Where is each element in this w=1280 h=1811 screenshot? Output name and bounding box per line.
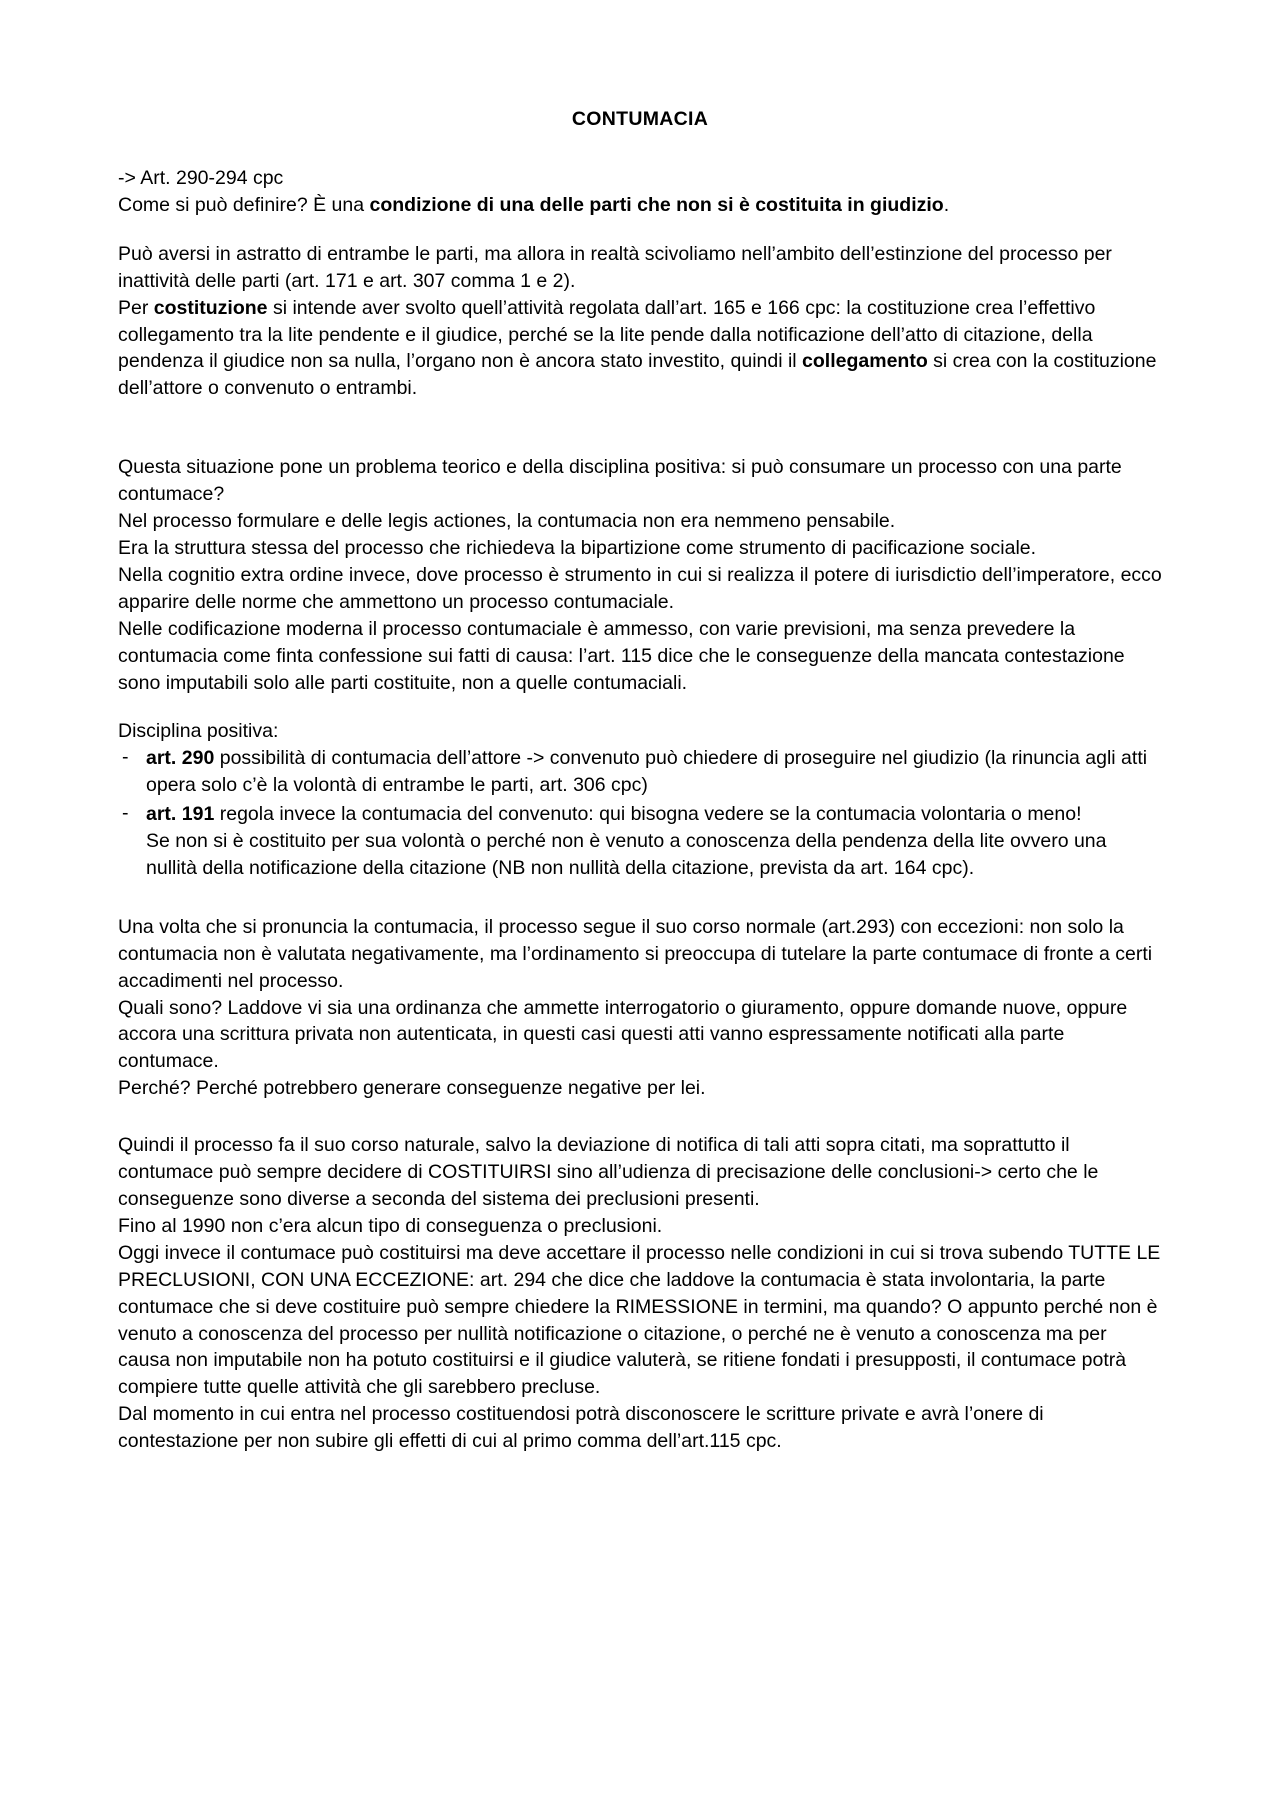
paragraph-corso-normale (118, 914, 1162, 1102)
legis-actiones-text: Nel processo formulare e delle legis actiones, la contumacia non era nemmeno pensabile. (118, 510, 896, 533)
spacer (118, 696, 1162, 718)
quali-sono-text: Quali sono? Laddove vi sia una ordinanza che ammette interrogatorio o giuramento, oppure domande nuove, oppure accora una scrittura privata non autenticata, in questi casi questi atti vanno espressamente notificati alla parte contumace. (118, 996, 1128, 1073)
fino-1990-text: Fino al 1990 non c’era alcun tipo di conseguenza o preclusioni. (118, 1214, 663, 1237)
bipartizione-text: Era la struttura stessa del processo che richiedeva la bipartizione come strumento di pacificazione sociale. (118, 536, 1037, 559)
cognitio-text: Nella cognitio extra ordine invece, dove processo è strumento in cui si realizza il potere di iurisdictio dell’imperatore, ecco apparire delle norme che ammettono un processo contumaciale. (118, 563, 1162, 613)
paragraph-disciplina-heading (118, 718, 1162, 745)
list-item-text: possibilità di contumacia dell’attore -> convenuto può chiedere di proseguire nel giudizio (la rinuncia agli atti opera solo c’è la volontà di entrambe le parti, art. 306 cpc) (146, 747, 1148, 797)
spacer (118, 219, 1162, 241)
dash-marker: - (122, 746, 129, 769)
list-item-extra-text: Se non si è costituito per sua volontà o perché non è venuto a conoscenza della pendenza della lite ovvero una nullità della notificazione della citazione (NB non nullità della citazione, prevista da art. 164 cpc). (146, 830, 1107, 879)
corso-naturale-text: Quindi il processo fa il suo corso naturale, salvo la deviazione di notifica di tali atti sopra citati, ma soprattutto il contumace può sempre decidere di COSTITUIRSI sino all’udienza di precisazione delle conclusioni-> certo che le conseguenze sono diverse a seconda del sistema dei preclusioni presenti. (118, 1134, 1099, 1210)
paragraph-astratto (118, 241, 1162, 402)
list-item-article-bold: art. 191 (146, 803, 215, 826)
astratto-text: Può aversi in astratto di entrambe le parti, ma allora in realtà scivoliamo nell’ambito dell’estinzione del processo per inattività delle parti (art. 171 e art. 307 comma 1 e 2). (118, 242, 1112, 292)
paragraph-costituirsi (118, 1132, 1162, 1455)
problema-text: Questa situazione pone un problema teorico e della disciplina positiva: si può consumare un processo con una parte contumace? (118, 456, 1122, 506)
article-reference-line: -> Art. 290-294 cpc (118, 167, 284, 189)
oggi-invece-text: Oggi invece il contumace può costituirsi ma deve accettare il processo nelle condizioni in cui si trova subendo TUTTE LE PRECLUSIONI, CON UNA ECCEZIONE: art. 294 che dice che laddove la contumacia è stata involontaria, la parte contumace che si deve costituire può sempre chiedere la RIMESSIONE in termini, ma quando? O appunto perché non è venuto a conoscenza del processo per nullità notificazione o citazione, o perché ne è venuto a conoscenza ma per causa non imputabile non ha potuto costituirsi e il giudice valuterà, se ritiene fondati i presupposti, il contumace potrà compiere tutte quelle attività che gli sarebbero precluse. (118, 1241, 1161, 1399)
costituzione-middle: si intende aver svolto quell’attività regolata dall’art. 165 e 166 cpc: la costituzione crea l’effettivo collegamento tra la lite pendente e il giudice, perché se la lite pende dalla notificazione dell’atto di citazione, della pendenza il giudice non sa nulla, l’organo non è ancora stato investito, quindi il (118, 296, 1096, 373)
spacer (118, 1102, 1162, 1132)
definition-line-suffix: . (943, 193, 950, 216)
perche-text: Perché? Perché potrebbero generare conseguenze negative per lei. (118, 1077, 706, 1100)
dal-momento-text: Dal momento in cui entra nel processo costituendosi potrà disconoscere le scritture private e avrà l’onere di contestazione per non subire gli effetti di cui al primo comma dell’art.115 cpc. (118, 1403, 1044, 1453)
spacer (118, 884, 1162, 914)
dash-marker: - (122, 802, 129, 825)
paragraph-intro (118, 165, 1162, 219)
definition-line-bold: condizione di una delle parti che non si è costituita in giudizio (369, 193, 944, 216)
list-item-article-bold: art. 290 (146, 747, 215, 770)
collegamento-bold: collegamento (802, 350, 928, 373)
disciplina-positiva-label: Disciplina positiva: (118, 720, 279, 743)
costituzione-suffix: si crea con la costituzione dell’attore o convenuto o entrambi. (118, 350, 1157, 400)
spacer (118, 402, 1162, 454)
definition-line-prefix: Come si può definire? È una (118, 193, 370, 216)
list-item-text: regola invece la contumacia del convenuto: qui bisogna vedere se la contumacia volontaria o meno! (214, 803, 1082, 826)
corso-normale-text: Una volta che si pronuncia la contumacia, il processo segue il suo corso normale (art.293) con eccezioni: non solo la contumacia non è valutata negativamente, ma l’ordinamento si preoccupa di tutelare la parte contumace di fronte a certi accadimenti nel processo. (118, 915, 1153, 992)
paragraph-problema (118, 454, 1162, 696)
costituzione-bold: costituzione (153, 296, 268, 319)
list-item (118, 745, 1162, 799)
codificazione-text: Nelle codificazione moderna il processo contumaciale è ammesso, con varie previsioni, ma senza prevedere la contumacia come finta confessione sui fatti di causa: l’art. 115 dice che le conseguenze della mancata contestazione sono imputabili solo alle parti costituite, non a quelle contumaciali. (118, 617, 1125, 694)
page-title: CONTUMACIA (571, 108, 709, 130)
costituzione-prefix: Per (118, 296, 154, 319)
list-item (118, 801, 1162, 882)
disciplina-list (118, 745, 1162, 882)
